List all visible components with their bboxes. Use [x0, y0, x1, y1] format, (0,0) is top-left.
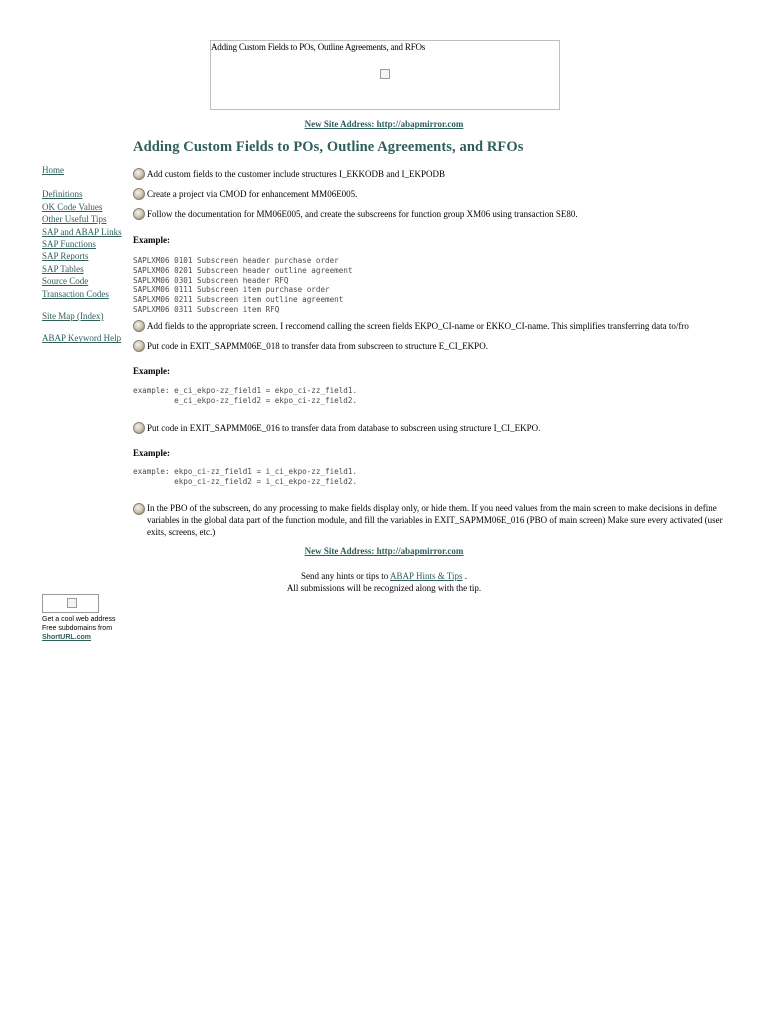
shorturl-line-1: Get a cool web address	[42, 616, 116, 623]
shorturl-banner[interactable]	[42, 594, 99, 613]
nav-transaction-codes[interactable]: Transaction Codes	[42, 288, 109, 299]
example-label: Example	[133, 448, 168, 458]
step-5	[133, 340, 488, 352]
step-4	[133, 320, 689, 332]
step-3	[133, 208, 578, 220]
nav-reports[interactable]: SAP Reports	[42, 251, 89, 262]
step-text: Create a project via CMOD for enhancement MM06E005.	[147, 189, 358, 199]
code-example-1: example: e_ci_ekpo-zz_field1 = ekpo_ci-zz_field1. e_ci_ekpo-zz_field2 = ekpo_ci-zz_field2.	[133, 386, 358, 405]
nav-useful-tips[interactable]: Other Useful Tips	[42, 214, 107, 225]
top-banner[interactable]	[210, 40, 560, 110]
broken-image-icon	[380, 69, 390, 79]
bullet-icon	[133, 208, 145, 220]
hint-suffix: .	[462, 571, 467, 581]
step-text: Follow the documentation for MM06E005, and create the subscreens for function group XM06 using transaction SE80.	[147, 209, 578, 219]
nav-keyword-help[interactable]: ABAP Keyword Help	[42, 333, 122, 344]
step-2	[133, 188, 357, 200]
code-example-2: example: ekpo_ci-zz_field1 = i_ci_ekpo-zz_field1. ekpo_ci-zz_field2 = i_ci_ekpo-zz_field2.	[133, 467, 358, 486]
site-address-link[interactable]: New Site Address: http://abapmirror.com	[304, 546, 464, 556]
step-text: Put code in EXIT_SAPMM06E_018 to transfer data from subscreen to structure E_CI_EKPO.	[147, 341, 488, 351]
nav-definitions[interactable]: Definitions	[42, 189, 83, 200]
nav-tables[interactable]: SAP Tables	[42, 263, 84, 274]
hint-line	[0, 570, 768, 582]
step-text: Add custom fields to the customer include structures I_EKKODB and I_EKPODB	[147, 169, 445, 179]
shorturl-link[interactable]: ShortURL.com	[42, 634, 91, 642]
nav-functions[interactable]: SAP Functions	[42, 239, 96, 250]
step-6	[133, 422, 540, 434]
hints-footer	[0, 570, 768, 594]
banner-title: Adding Custom Fields to POs, Outline Agreements, and RFOs	[211, 42, 426, 52]
example-label: Example	[133, 366, 168, 376]
site-address-link[interactable]: New Site Address: http://abapmirror.com	[304, 119, 464, 129]
example-label: Example	[133, 235, 168, 245]
step-text: In the PBO of the subscreen, do any processing to make fields display only, or hide them. If you need values from the main screen to make decisions in define variables in the global data part of the function module, and fill the variables in EXIT_SAPMM06E_016 (PBO of main screen) Make sure every activated (user exits, screens, etc.)	[147, 503, 723, 537]
broken-image-icon	[67, 598, 77, 608]
bullet-icon	[133, 503, 145, 515]
shorturl-line-2: Free subdomains from	[42, 625, 113, 633]
bullet-icon	[133, 340, 145, 352]
example-heading: Example:	[133, 235, 171, 245]
nav-home[interactable]: Home	[42, 165, 64, 175]
bullet-icon	[133, 422, 145, 434]
site-address-top	[0, 119, 768, 129]
example-heading: Example:	[133, 366, 171, 376]
step-1	[133, 168, 445, 180]
hint-prefix: Send any hints or tips to	[301, 571, 391, 581]
bullet-icon	[133, 188, 145, 200]
bullet-icon	[133, 168, 145, 180]
hint-line-2: All submissions will be recognized along with the tip.	[286, 583, 482, 593]
site-address-bottom	[0, 546, 768, 556]
hints-link[interactable]: ABAP Hints & Tips	[390, 571, 463, 581]
step-text: Put code in EXIT_SAPMM06E_016 to transfer data from database to subscreen using structure I_CI_EKPO.	[147, 423, 541, 433]
step-text: Add fields to the appropriate screen. I reccomend calling the screen fields EKPO_CI-name or EKKO_CI-name. This simplifies transferring data to/fro	[147, 321, 689, 331]
example-heading: Example:	[133, 448, 171, 458]
nav-ok-codes[interactable]: OK Code Values	[42, 201, 103, 212]
shorturl-ad	[42, 615, 116, 643]
nav-site-map[interactable]: Site Map (Index)	[42, 311, 104, 322]
page-title: Adding Custom Fields to POs, Outline Agreements, and RFOs	[133, 139, 524, 155]
nav-source-code[interactable]: Source Code	[42, 276, 89, 287]
nav-links[interactable]: SAP and ABAP Links	[42, 226, 122, 237]
bullet-icon	[133, 320, 145, 332]
step-7	[133, 502, 733, 538]
subscreen-code: SAPLXM06 0101 Subscreen header purchase order SAPLXM06 0201 Subscreen header outline agreement SAPLXM06 0301 Subscreen header RFQ SAPLXM06 0111 Subscreen item purchase order SAPLXM06 0211 Subscreen item outline agreement SAPLXM06 0311 Subscreen item RFQ	[133, 256, 353, 314]
sidebar-nav	[42, 164, 132, 345]
